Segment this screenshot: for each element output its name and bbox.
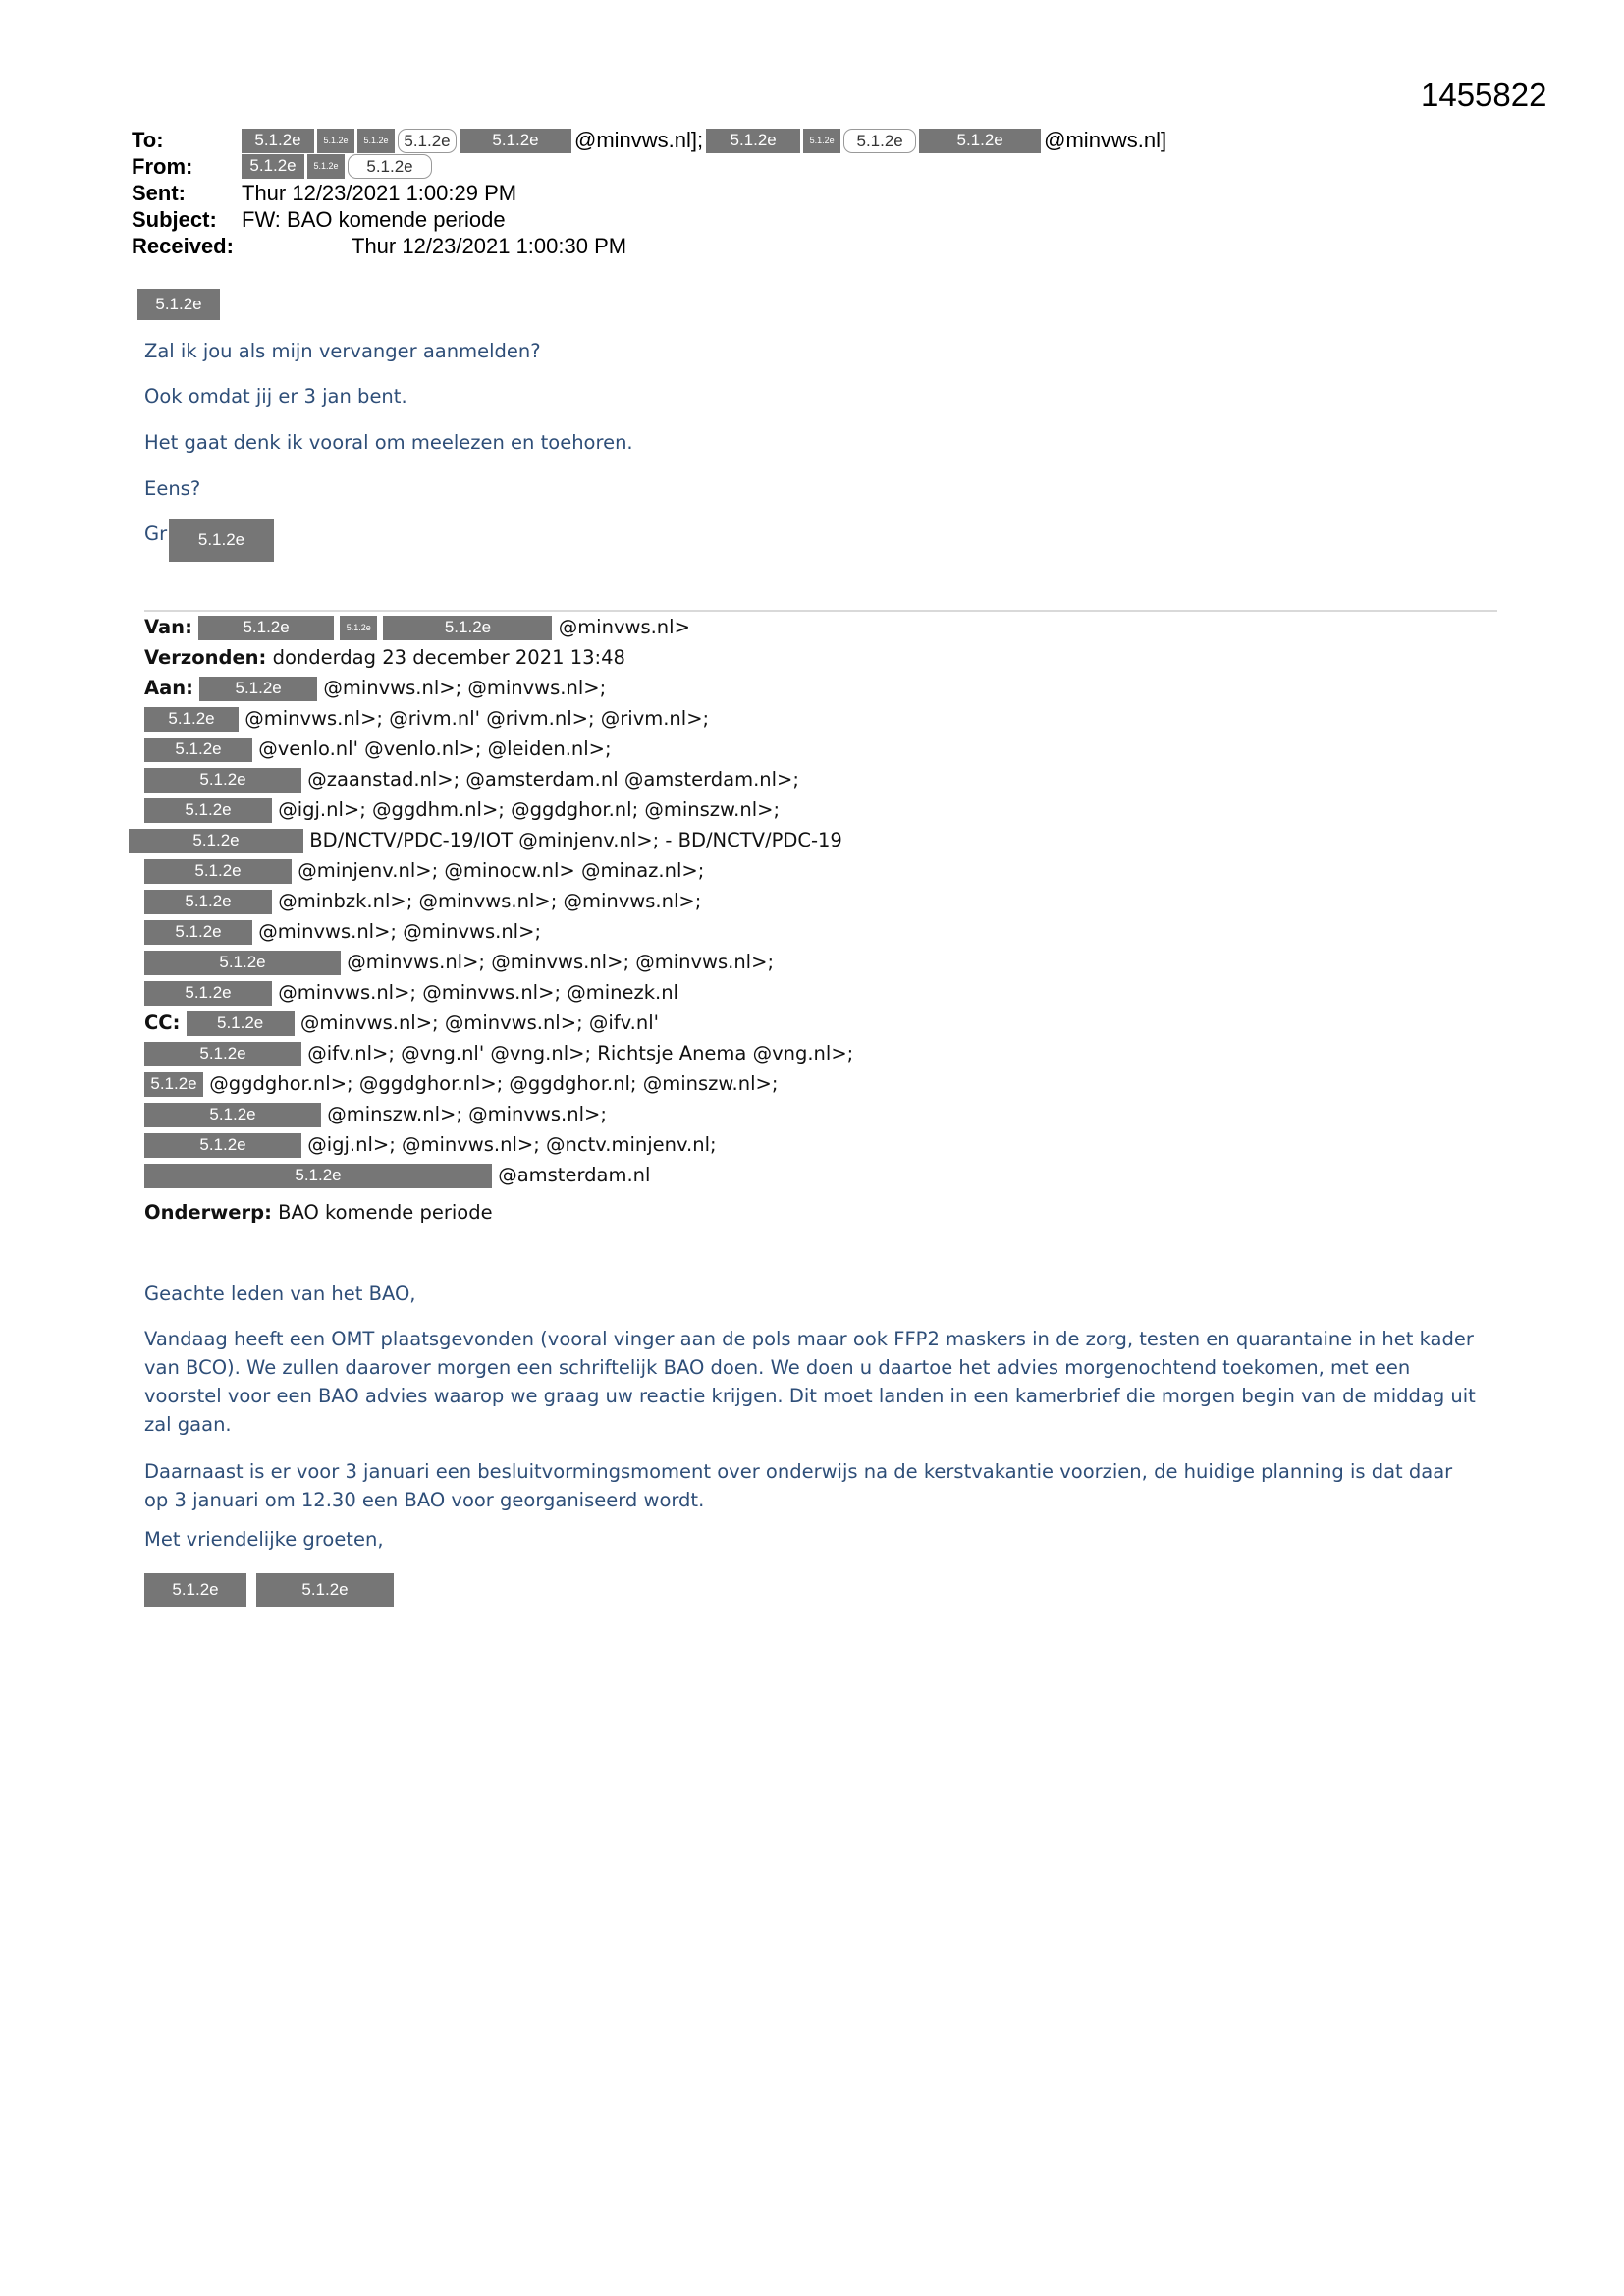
redaction: 5.1.2e [144, 920, 252, 945]
redaction: 5.1.2e [137, 289, 220, 320]
redaction: 5.1.2e [187, 1011, 295, 1036]
sent-label: Sent: [132, 181, 186, 205]
note-closing: Gr [144, 522, 168, 545]
aan-text: @minvws.nl>; @minvws.nl>; @minvws.nl>; [347, 951, 775, 973]
redaction: 5.1.2e [357, 129, 395, 153]
redaction: 5.1.2e [129, 829, 303, 853]
redaction: 5.1.2e [317, 129, 354, 153]
to-value [242, 128, 1166, 153]
redaction: 5.1.2e [144, 1573, 246, 1607]
redaction: 5.1.2e [144, 890, 272, 914]
redaction: 5.1.2e [242, 129, 314, 153]
cc-text: @minszw.nl>; @minvws.nl>; [327, 1103, 607, 1125]
redaction: 5.1.2e [242, 154, 304, 179]
cc-line [144, 1011, 659, 1036]
redaction: 5.1.2e [803, 129, 840, 153]
aan-text: @minvws.nl>; @minvws.nl>; [323, 677, 607, 699]
signature [144, 1573, 394, 1607]
redaction: 5.1.2e [199, 677, 317, 701]
verzonden-label: Verzonden: [144, 646, 267, 669]
cc-label: CC: [144, 1011, 181, 1034]
note-line: Het gaat denk ik vooral om meelezen en toehoren. [144, 431, 633, 454]
cc-line [144, 1164, 650, 1188]
aan-text: @minjenv.nl>; @minocw.nl> @minaz.nl>; [298, 859, 705, 882]
separator [144, 610, 1497, 612]
document-id: 1455822 [1421, 77, 1547, 113]
aan-text: BD/NCTV/PDC-19/IOT @minjenv.nl>; - BD/NCTV/PDC-19 [309, 829, 842, 851]
closing: Met vriendelijke groeten, [144, 1528, 384, 1551]
redaction: 5.1.2e [144, 798, 272, 823]
redaction: 5.1.2e [460, 129, 571, 153]
aan-text: @minbzk.nl>; @minvws.nl>; @minvws.nl>; [278, 890, 702, 912]
verzonden-value: donderdag 23 december 2021 13:48 [272, 646, 625, 669]
aan-text: @minvws.nl>; @minvws.nl>; [258, 920, 542, 943]
redaction: 5.1.2e [169, 519, 274, 562]
cc-line [144, 1103, 607, 1127]
aan-text: @igj.nl>; @ggdhm.nl>; @ggdghor.nl; @minszw.nl>; [278, 798, 781, 821]
aan-text: @zaanstad.nl>; @amsterdam.nl @amsterdam.nl>; [307, 768, 799, 791]
redaction: 5.1.2e [706, 129, 800, 153]
aan-text: @minvws.nl>; @rivm.nl' @rivm.nl>; @rivm.nl>; [244, 707, 710, 730]
aan-label: Aan: [144, 677, 193, 699]
onderwerp-label: Onderwerp: [144, 1201, 272, 1224]
redaction: 5.1.2e [144, 859, 292, 884]
note-line: Eens? [144, 477, 201, 500]
van-row [144, 616, 690, 640]
verzonden-row [144, 646, 625, 669]
redaction: 5.1.2e [144, 1164, 492, 1188]
sent-value: Thur 12/23/2021 1:00:29 PM [242, 181, 517, 205]
redaction: 5.1.2e [256, 1573, 394, 1607]
redaction: 5.1.2e [307, 154, 345, 179]
cc-text: @minvws.nl>; @minvws.nl>; @ifv.nl' [299, 1011, 659, 1034]
subject-value: FW: BAO komende periode [242, 207, 506, 232]
note-line: Zal ik jou als mijn vervanger aanmelden? [144, 340, 541, 362]
redaction: 5.1.2e [348, 154, 432, 179]
redaction: 5.1.2e [198, 616, 334, 640]
redaction: 5.1.2e [398, 129, 457, 153]
received-value: Thur 12/23/2021 1:00:30 PM [352, 234, 627, 258]
cc-line [144, 1042, 853, 1066]
to-label: To: [132, 128, 164, 152]
aan-line [144, 951, 774, 975]
received-label: Received: [132, 234, 234, 258]
redaction: 5.1.2e [383, 616, 552, 640]
redaction: 5.1.2e [144, 768, 301, 793]
van-domain: @minvws.nl> [558, 616, 690, 638]
original-header [144, 616, 1489, 1203]
redaction: 5.1.2e [144, 1042, 301, 1066]
redaction: 5.1.2e [144, 1133, 301, 1158]
aan-text: @venlo.nl' @venlo.nl>; @leiden.nl>; [258, 738, 612, 760]
cc-line [144, 1072, 778, 1097]
redaction: 5.1.2e [144, 951, 341, 975]
aan-line [129, 829, 842, 853]
aan-line [144, 890, 701, 914]
note-line: Ook omdat jij er 3 jan bent. [144, 385, 407, 408]
aan-line [144, 768, 799, 793]
cc-text: @ggdghor.nl>; @ggdghor.nl>; @ggdghor.nl; @minszw.nl>; [209, 1072, 779, 1095]
redaction: 5.1.2e [144, 1072, 203, 1097]
onderwerp-value: BAO komende periode [278, 1201, 493, 1224]
from-value [242, 154, 432, 179]
aan-text: @minvws.nl>; @minvws.nl>; @minezk.nl [278, 981, 678, 1004]
to-domain: @minvws.nl]; [574, 128, 704, 152]
subject-label: Subject: [132, 207, 217, 232]
redaction: 5.1.2e [843, 129, 916, 153]
aan-line [144, 859, 704, 884]
aan-line [144, 798, 780, 823]
redaction: 5.1.2e [144, 1103, 321, 1127]
cc-text: @igj.nl>; @minvws.nl>; @nctv.minjenv.nl; [307, 1133, 717, 1156]
cc-text: @ifv.nl>; @vng.nl' @vng.nl>; Richtsje Anema @vng.nl>; [307, 1042, 854, 1065]
greeting: Geachte leden van het BAO, [144, 1283, 416, 1305]
redaction: 5.1.2e [919, 129, 1041, 153]
aan-line [144, 920, 541, 945]
aan-line [144, 677, 606, 701]
redaction: 5.1.2e [144, 707, 239, 732]
to-domain: @minvws.nl] [1044, 128, 1167, 152]
from-label: From: [132, 154, 193, 179]
redaction: 5.1.2e [144, 738, 252, 762]
onderwerp-row [144, 1201, 493, 1224]
cc-line [144, 1133, 717, 1158]
paragraph-1: Vandaag heeft een OMT plaatsgevonden (vooral vinger aan de pols maar ook FFP2 maskers in de zorg, testen en quarantaine in het kader van BCO). We zullen daarover morgen een schriftelijk BAO doen. We doen u daartoe het advies morgenochtend toekomen, met een voorstel voor een BAO advies waarop we graag uw reactie krijgen. Dit moet landen in een kamerbrief die morgen begin van de middag uit zal gaan. [144, 1328, 1476, 1436]
redaction: 5.1.2e [144, 981, 272, 1006]
aan-line [144, 738, 612, 762]
cc-text: @amsterdam.nl [498, 1164, 651, 1186]
van-label: Van: [144, 616, 192, 638]
redaction: 5.1.2e [340, 616, 377, 640]
aan-line [144, 981, 678, 1006]
paragraph-2: Daarnaast is er voor 3 januari een besluitvormingsmoment over onderwijs na de kerstvakantie voorzien, de huidige planning is dat daar op 3 januari om 12.30 een BAO voor georganiseerd wordt. [144, 1460, 1453, 1511]
aan-line [144, 707, 709, 732]
